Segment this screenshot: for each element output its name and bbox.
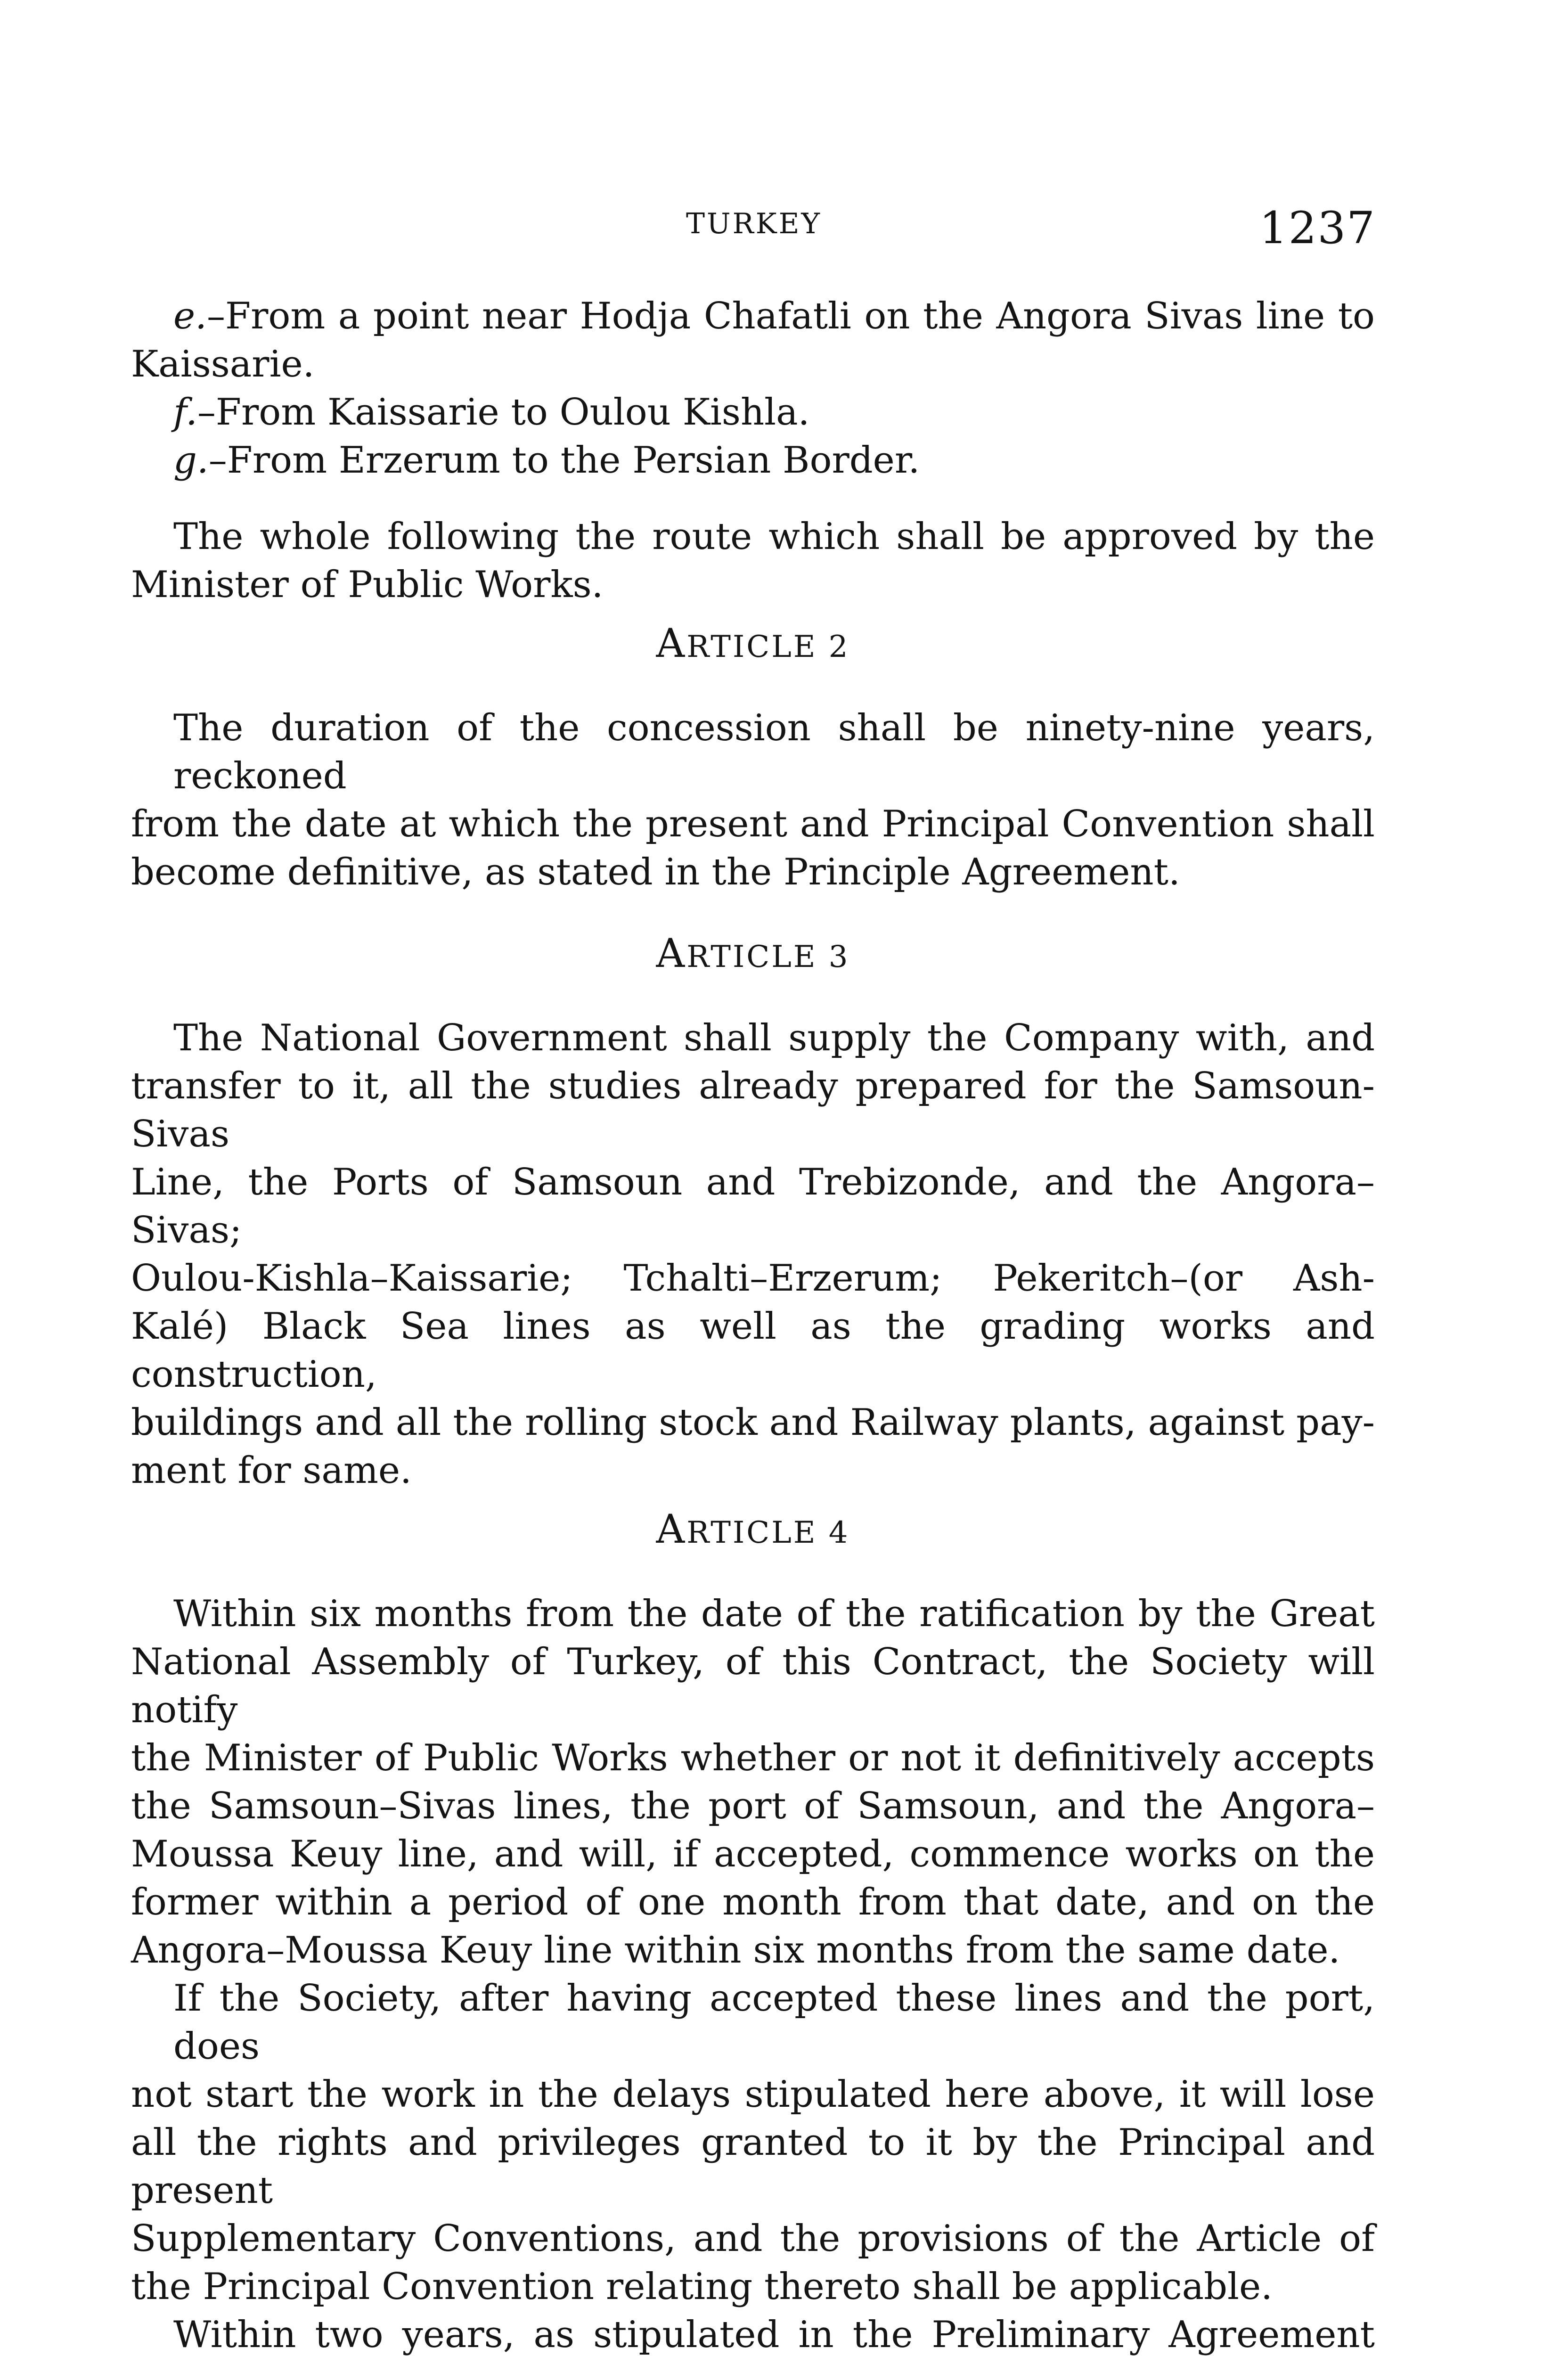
item-text: –From a point near Hodja Chafatli on the Angora Sivas line to <box>206 295 1375 337</box>
text-line: Minister of Public Works. <box>131 564 604 606</box>
text-line: the Samsoun–Sivas lines, the port of Samsoun, and the Angora– <box>131 1785 1375 1827</box>
paragraph <box>131 1590 1375 1974</box>
text-line: not start the work in the delays stipulated here above, it will lose <box>131 2073 1375 2116</box>
item-text: –From Kaissarie to Oulou Kishla. <box>197 391 810 434</box>
text-line: all the rights and privileges granted to it by the Principal and present <box>131 2121 1375 2212</box>
article-heading: ARTICLE 4 <box>656 1506 850 1552</box>
text-line: Kalé) Black Sea lines as well as the grading works and construction, <box>131 1305 1375 1396</box>
text-line: the Principal Convention relating thereto shall be applicable. <box>131 2266 1273 2308</box>
text-line: Line, the Ports of Samsoun and Trebizonde, and the Angora–Sivas; <box>131 1161 1375 1252</box>
text-line: become definitive, as stated in the Principle Agreement. <box>131 851 1180 893</box>
text-line: Within six months from the date of the ratification by the Great <box>173 1593 1375 1635</box>
list-item <box>131 436 1375 484</box>
list-item <box>131 292 1375 388</box>
article-heading: ARTICLE 3 <box>656 930 850 976</box>
paragraph <box>131 513 1375 609</box>
paragraph <box>131 1974 1375 2311</box>
text-line: Angora–Moussa Keuy line within six months from the same date. <box>131 1929 1340 1972</box>
paragraph <box>131 1014 1375 1495</box>
text-line: National Assembly of Turkey, of this Contract, the Society will notify <box>131 1641 1375 1731</box>
text-line: Kaissarie. <box>131 343 315 385</box>
body-text <box>131 292 1375 2356</box>
running-head <box>132 203 1376 264</box>
paragraph <box>131 704 1375 896</box>
item-label: e. <box>173 295 207 337</box>
text-line: buildings and all the rolling stock and Railway plants, against pay- <box>131 1401 1375 1444</box>
item-text: –From Erzerum to the Persian Border. <box>208 439 920 482</box>
text-line: ment for same. <box>131 1449 412 1492</box>
page-number: 1237 <box>1259 203 1376 254</box>
text-line <box>131 388 1375 436</box>
running-title: TURKEY <box>686 207 822 240</box>
item-label: f. <box>173 391 197 434</box>
paragraph <box>131 2311 1375 2356</box>
text-line: former within a period of one month from that date, and on the <box>131 1881 1375 1923</box>
text-line: Oulou-Kishla–Kaissarie; Tchalti–Erzerum; Pekeritch–(or Ash- <box>131 1257 1375 1300</box>
text-line: The National Government shall supply the Company with, and <box>173 1017 1375 1059</box>
list-item <box>131 388 1375 436</box>
text-line <box>131 436 1375 484</box>
text-line: The whole following the route which shall be approved by the <box>173 515 1375 558</box>
text-line: transfer to it, all the studies already prepared for the Samsoun-Sivas <box>131 1065 1375 1155</box>
text-line: Moussa Keuy line, and will, if accepted, commence works on the <box>131 1833 1375 1875</box>
text-line: The duration of the concession shall be ninety-nine years, reckoned <box>173 707 1375 797</box>
text-line: Within two years, as stipulated in the Preliminary Agreement <box>173 2314 1375 2356</box>
text-line: Supplementary Conventions, and the provisions of the Article of <box>131 2217 1375 2260</box>
article-heading: ARTICLE 2 <box>656 620 850 666</box>
text-line <box>131 292 1375 340</box>
text-line: If the Society, after having accepted these lines and the port, does <box>173 1977 1375 2068</box>
item-label: g. <box>173 439 209 482</box>
text-line: the Minister of Public Works whether or not it definitively accepts <box>131 1737 1375 1779</box>
text-line: from the date at which the present and Principal Convention shall <box>131 803 1375 845</box>
